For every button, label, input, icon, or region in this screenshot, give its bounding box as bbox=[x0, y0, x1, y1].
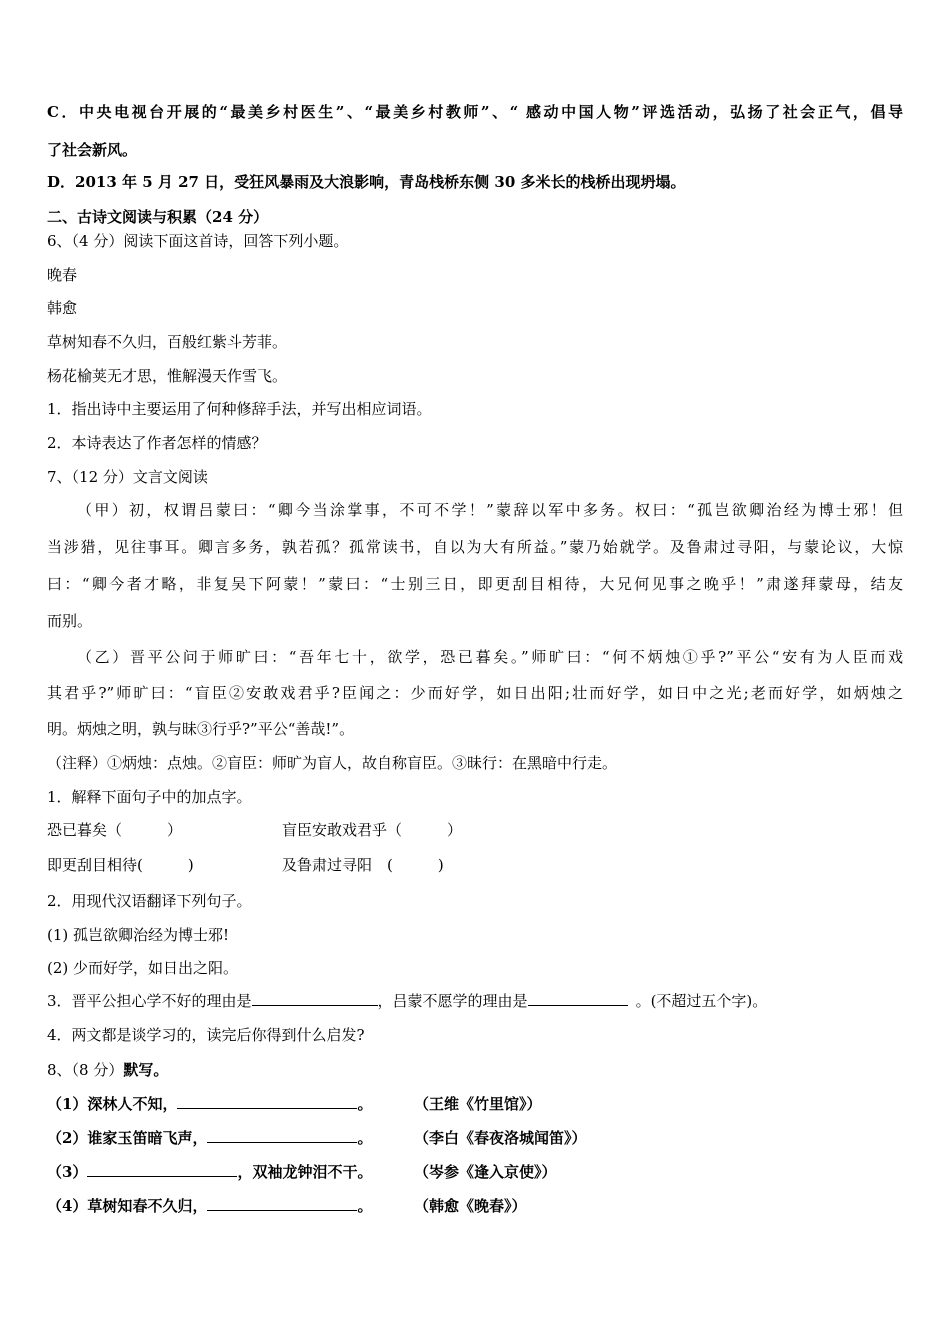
q7-sub-3-part-a: 3．晋平公担心学不好的理由是 bbox=[47, 992, 252, 1010]
q7-heading: 7、（12 分）文言文阅读 bbox=[47, 468, 208, 486]
q7-sub-2: 2．用现代汉语翻译下列句子。 bbox=[47, 892, 252, 910]
q8-heading bbox=[47, 1060, 168, 1080]
translate-item-1: (1) 孤岂欲卿治经为博士邪! bbox=[47, 926, 230, 944]
q7-sub-1: 1．解释下面句子中的加点字。 bbox=[47, 788, 252, 806]
passage-jia-line-1: （甲）初，权谓吕蒙曰：“卿今当涂掌事，不可不学！”蒙辞以军中多务。权曰：“孤岂欲卿治经为博士邪！但 bbox=[77, 501, 903, 519]
recite-2-source: （李白《春夜洛城闻笛》） bbox=[414, 1129, 587, 1147]
poem-line-2: 杨花榆荚无才思，惟解漫天作雪飞。 bbox=[47, 367, 288, 385]
recite-item-4 bbox=[47, 1196, 372, 1216]
option-d: D．2013 年 5 月 27 日，受狂风暴雨及大浪影响，青岛栈桥东侧 30 多米长的栈桥出现坍塌。 bbox=[47, 173, 686, 191]
answer-blank[interactable] bbox=[528, 991, 628, 1006]
q7-sub-4: 4．两文都是谈学习的，读完后你得到什么启发? bbox=[47, 1026, 365, 1044]
recite-item-1 bbox=[47, 1094, 372, 1114]
q8-heading-text: 8、（8 分） bbox=[47, 1061, 124, 1079]
q6-heading: 6、（4 分）阅读下面这首诗，回答下列小题。 bbox=[47, 232, 349, 250]
answer-blank[interactable] bbox=[207, 1196, 357, 1211]
q8-heading-bold: 默写。 bbox=[123, 1061, 169, 1079]
word-item-4: 及鲁肃过寻阳 ( ) bbox=[282, 856, 444, 874]
word-item-2: 盲臣安敢戏君乎（ ） bbox=[282, 821, 463, 839]
passage-jia-line-4: 而别。 bbox=[47, 612, 93, 630]
answer-blank[interactable] bbox=[87, 1162, 237, 1177]
annotation-note: （注释）①炳烛：点烛。②盲臣：师旷为盲人，故自称盲臣。③昧行：在黑暗中行走。 bbox=[47, 754, 618, 772]
recite-1-end: 。 bbox=[357, 1095, 373, 1113]
word-item-1: 恐已暮矣（ ） bbox=[47, 821, 183, 839]
answer-blank[interactable] bbox=[252, 991, 378, 1006]
recite-3-text: （3） bbox=[47, 1163, 88, 1181]
recite-item-2 bbox=[47, 1128, 372, 1148]
q7-sub-3-part-b: ，吕蒙不愿学的理由是 bbox=[377, 992, 528, 1010]
passage-jia-line-2: 当涉猎，见往事耳。卿言多务，孰若孤？孤常读书，自以为大有所益。”蒙乃始就学。及鲁肃过寻阳，与蒙论议，大惊 bbox=[47, 538, 903, 556]
passage-jia-line-3: 曰：“卿今者才略，非复吴下阿蒙！”蒙曰：“士别三日，即更刮目相待，大兄何见事之晚乎！”肃遂拜蒙母，结友 bbox=[47, 575, 903, 593]
recite-2-end: 。 bbox=[357, 1129, 373, 1147]
passage-yi-line-1: （乙）晋平公问于师旷曰：“吾年七十，欲学，恐已暮矣。”师旷曰：“何不炳烛①乎?”平公“安有为人臣而戏 bbox=[77, 648, 903, 666]
option-c-line-2: 了社会新风。 bbox=[47, 141, 138, 159]
recite-item-3 bbox=[47, 1162, 372, 1182]
poem-line-1: 草树知春不久归，百般红紫斗芳菲。 bbox=[47, 333, 288, 351]
option-c-line-1: C．中央电视台开展的“最美乡村医生”、“最美乡村教师”、“ 感动中国人物”评选活动，弘扬了社会正气，倡导 bbox=[47, 103, 903, 121]
translate-item-2: (2) 少而好学，如日出之阳。 bbox=[47, 959, 239, 977]
poet-name: 韩愈 bbox=[47, 299, 78, 317]
recite-4-source: （韩愈《晚春》） bbox=[414, 1197, 527, 1215]
passage-yi-line-2: 其君乎?”师旷曰：“盲臣②安敢戏君乎?臣闻之：少而好学，如日出阳;壮而好学，如日中之光;老而好学，如炳烛之 bbox=[47, 684, 903, 702]
passage-yi-line-3: 明。炳烛之明，孰与昧③行乎?”平公“善哉!”。 bbox=[47, 720, 355, 738]
recite-4-end: 。 bbox=[357, 1197, 373, 1215]
recite-3-end: ，双袖龙钟泪不干。 bbox=[237, 1163, 373, 1181]
q6-sub-2: 2．本诗表达了作者怎样的情感？ bbox=[47, 434, 267, 452]
q6-sub-1: 1．指出诗中主要运用了何种修辞手法，并写出相应词语。 bbox=[47, 400, 432, 418]
recite-1-source: （王维《竹里馆》） bbox=[414, 1095, 542, 1113]
recite-4-text: （4）草树知春不久归， bbox=[47, 1197, 208, 1215]
recite-1-text: （1）深林人不知， bbox=[47, 1095, 178, 1113]
recite-2-text: （2）谁家玉笛暗飞声， bbox=[47, 1129, 208, 1147]
q7-sub-3 bbox=[47, 991, 767, 1011]
answer-blank[interactable] bbox=[177, 1094, 357, 1109]
section-title: 二、古诗文阅读与积累（24 分） bbox=[47, 208, 269, 226]
poem-title: 晚春 bbox=[47, 266, 78, 284]
word-item-3: 即更刮目相待( ) bbox=[47, 856, 194, 874]
answer-blank[interactable] bbox=[207, 1128, 357, 1143]
q7-sub-3-part-c: 。(不超过五个字)。 bbox=[635, 992, 768, 1010]
recite-3-source: （岑参《逢入京使》） bbox=[414, 1163, 557, 1181]
